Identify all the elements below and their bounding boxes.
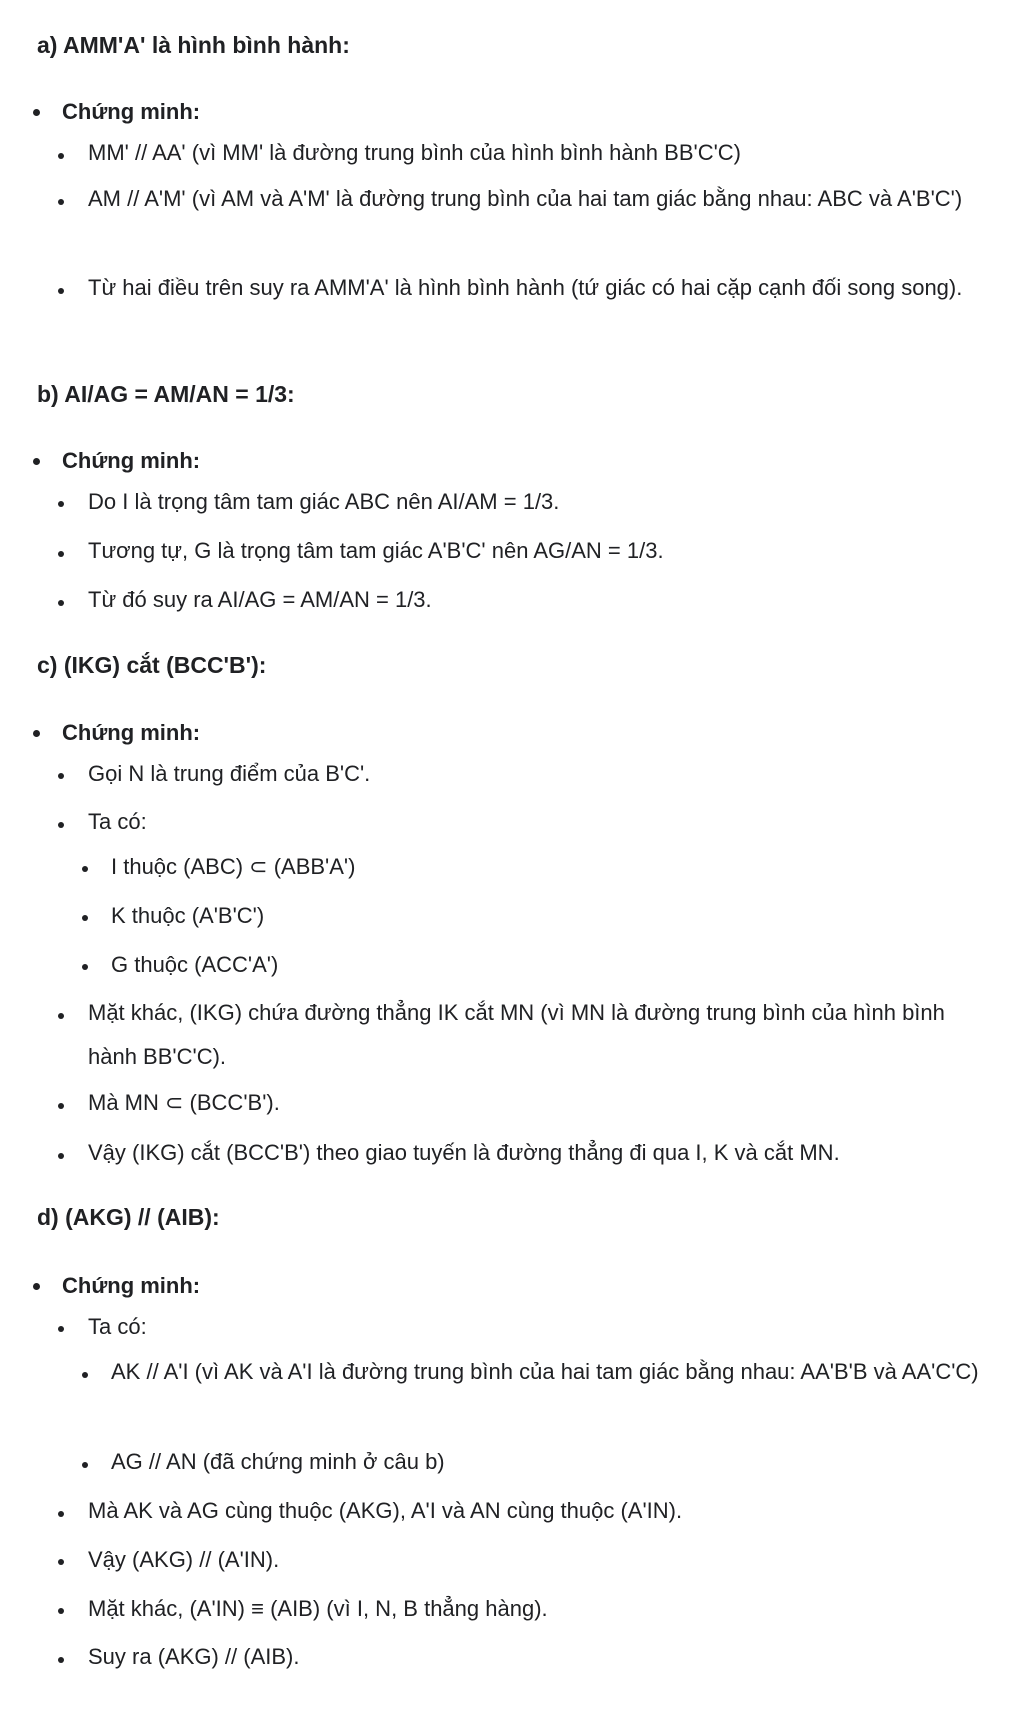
bullet [58, 773, 64, 779]
bullet [82, 964, 88, 970]
section-c-sub-item: I thuộc (ABC) ⊂ (ABB'A') [111, 854, 356, 879]
section-c-item: Vậy (IKG) cắt (BCC'B') theo giao tuyến là đường thẳng đi qua I, K và cắt MN. [88, 1140, 840, 1165]
section-d-item: Vậy (AKG) // (A'IN). [88, 1547, 280, 1572]
section-c-item: Ta có: [88, 809, 147, 834]
section-d-sub-item: AG // AN (đã chứng minh ở câu b) [111, 1449, 445, 1474]
bullet [33, 730, 40, 737]
bullet [58, 288, 64, 294]
section-a-item: Từ hai điều trên suy ra AMM'A' là hình bình hành (tứ giác có hai cặp cạnh đối song song). [88, 275, 963, 300]
bullet [58, 1103, 64, 1109]
section-b-item: Do I là trọng tâm tam giác ABC nên AI/AM = 1/3. [88, 489, 560, 514]
section-c-item: Mặt khác, (IKG) chứa đường thẳng IK cắt MN (vì MN là đường trung bình của hình bình hành BB'C'C). [88, 1000, 945, 1069]
section-d-proof-label: Chứng minh: [62, 1273, 201, 1298]
bullet [58, 551, 64, 557]
bullet [33, 109, 40, 116]
bullet [33, 458, 40, 465]
section-d-item: Mặt khác, (A'IN) ≡ (AIB) (vì I, N, B thẳng hàng). [88, 1596, 548, 1621]
bullet [58, 501, 64, 507]
section-c-heading: c) (IKG) cắt (BCC'B'): [37, 652, 267, 678]
bullet [82, 866, 88, 872]
section-c-proof-label: Chứng minh: [62, 720, 201, 745]
bullet [58, 1511, 64, 1517]
section-a-proof-label: Chứng minh: [62, 99, 201, 124]
section-c-item: Mà MN ⊂ (BCC'B'). [88, 1090, 280, 1115]
bullet [82, 1462, 88, 1468]
section-c-item: Gọi N là trung điểm của B'C'. [88, 761, 371, 786]
bullet [58, 1013, 64, 1019]
bullet [82, 915, 88, 921]
section-c-sub-item: K thuộc (A'B'C') [111, 903, 265, 928]
bullet [58, 1608, 64, 1614]
bullet [58, 1153, 64, 1159]
bullet [33, 1283, 40, 1290]
section-a-heading: a) AMM'A' là hình bình hành: [37, 32, 350, 58]
section-d-heading: d) (AKG) // (AIB): [37, 1204, 220, 1230]
bullet [58, 199, 64, 205]
section-d-item: Suy ra (AKG) // (AIB). [88, 1644, 300, 1669]
section-d-item: Ta có: [88, 1314, 147, 1339]
section-b-item: Từ đó suy ra AI/AG = AM/AN = 1/3. [88, 587, 432, 612]
bullet [58, 822, 64, 828]
section-d-item: Mà AK và AG cùng thuộc (AKG), A'I và AN cùng thuộc (A'IN). [88, 1498, 683, 1523]
section-b-heading: b) AI/AG = AM/AN = 1/3: [37, 381, 295, 407]
section-a-item: MM' // AA' (vì MM' là đường trung bình của hình bình hành BB'C'C) [88, 140, 742, 165]
section-b-item: Tương tự, G là trọng tâm tam giác A'B'C' nên AG/AN = 1/3. [88, 538, 664, 563]
bullet [58, 1559, 64, 1565]
bullet [58, 600, 64, 606]
bullet [58, 153, 64, 159]
section-c-sub-item: G thuộc (ACC'A') [111, 952, 279, 977]
bullet [58, 1657, 64, 1663]
bullet [58, 1326, 64, 1332]
section-d-sub-item: AK // A'I (vì AK và A'I là đường trung bình của hai tam giác bằng nhau: AA'B'B và AA'C'C) [111, 1359, 979, 1384]
bullet [82, 1372, 88, 1378]
section-a-item: AM // A'M' (vì AM và A'M' là đường trung bình của hai tam giác bằng nhau: ABC và A'B'C') [88, 186, 963, 211]
section-b-proof-label: Chứng minh: [62, 448, 201, 473]
